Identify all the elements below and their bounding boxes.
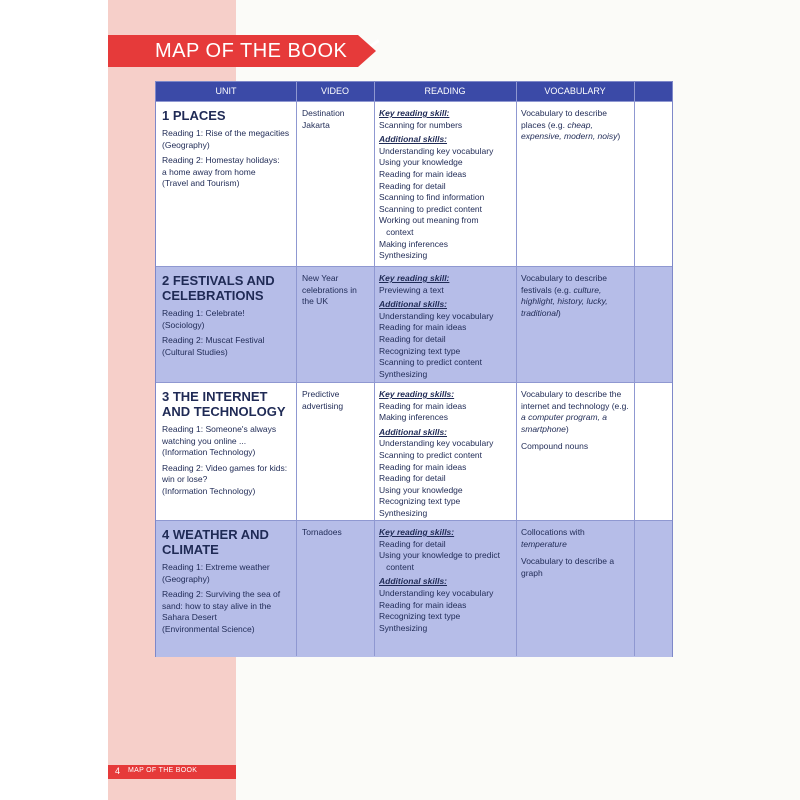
- additional-skill-item: Recognizing text type: [379, 345, 461, 356]
- key-skill-label: Key reading skills:: [379, 527, 455, 537]
- page-gutter: [0, 0, 108, 800]
- unit-cell: [162, 527, 292, 640]
- column-divider: [516, 82, 517, 656]
- key-skill-item: Previewing a text: [379, 284, 444, 295]
- additional-skill-item: Using your knowledge: [379, 484, 463, 495]
- footer-title: MAP OF THE BOOK: [128, 767, 198, 774]
- unit-title: 3 THE INTERNET AND TECHNOLOGY: [162, 389, 286, 419]
- additional-skill-item: Synthesizing: [379, 368, 428, 379]
- unit-reading: Reading 1: Someone's always watching you online ... (Information Technology): [162, 424, 277, 458]
- reading-cell: [379, 527, 514, 634]
- additional-skill-item: Recognizing text type: [379, 611, 461, 622]
- unit-title: 1 PLACES: [162, 108, 226, 123]
- additional-skill-item: Scanning to find information: [379, 192, 485, 203]
- table-header: [156, 82, 672, 101]
- unit-reading: Reading 2: Surviving the sea of sand: how to stay alive in the Sahara Desert (Environmental Science): [162, 589, 281, 634]
- vocabulary-example: cheap, expensive, modern, noisy: [521, 119, 618, 142]
- reading-cell: [379, 389, 514, 520]
- additional-skill-item: Understanding key vocabulary: [379, 310, 494, 321]
- key-skill-item: Scanning for numbers: [379, 119, 463, 130]
- additional-skill-label: Additional skills:: [379, 299, 448, 310]
- vocabulary-entry: [521, 527, 631, 550]
- map-table: [155, 81, 673, 657]
- header-video: VIDEO: [320, 86, 349, 96]
- key-skill-item: Using your knowledge to predict: [379, 550, 500, 561]
- unit-reading: Reading 2: Video games for kids: win or lose? (Information Technology): [162, 462, 288, 496]
- unit-reading: Reading 1: Celebrate! (Sociology): [162, 308, 245, 330]
- additional-skill-item: Reading for main ideas: [379, 168, 467, 179]
- unit-cell: [162, 273, 292, 362]
- unit-reading: Reading 2: Homestay holidays: a home away from home (Travel and Tourism): [162, 155, 280, 189]
- title-ribbon: [108, 35, 358, 67]
- additional-skill-item: Scanning to predict content: [379, 203, 483, 214]
- header-vocabulary: VOCABULARY: [544, 86, 606, 96]
- vocabulary-example: a computer program, a smartphone: [521, 412, 607, 434]
- video-cell: Predictive advertising: [302, 389, 344, 411]
- unit-title: 2 FESTIVALS AND CELEBRATIONS: [162, 273, 275, 303]
- vocabulary-text: Vocabulary to describe the internet and technology (e.g.: [521, 389, 629, 411]
- vocabulary-example: culture, highlight, history, lucky, traditional: [521, 284, 608, 318]
- vocabulary-cell: [521, 273, 631, 325]
- additional-skill-item: Understanding key vocabulary: [379, 587, 494, 598]
- page-number: 4: [115, 766, 121, 776]
- video-cell: New Year celebrations in the UK: [302, 273, 357, 307]
- vocabulary-text: Vocabulary to describe a graph: [521, 556, 615, 578]
- additional-skill-item: Scanning to predict content: [379, 449, 483, 460]
- video-cell: Tornadoes: [302, 527, 342, 537]
- column-divider: [296, 82, 297, 656]
- reading-cell: [379, 273, 514, 380]
- additional-skill-item: Understanding key vocabulary: [379, 145, 494, 156]
- additional-skill-item: Scanning to predict content: [379, 357, 483, 368]
- additional-skill-item: Reading for detail: [379, 333, 446, 344]
- additional-skill-item: Reading for main ideas: [379, 322, 467, 333]
- unit-cell: [162, 389, 292, 502]
- additional-skill-item: Synthesizing: [379, 622, 428, 633]
- table-row: [156, 101, 672, 267]
- additional-skill-item: Recognizing text type: [379, 496, 461, 507]
- header-unit: UNIT: [215, 86, 237, 96]
- key-skill-item: Reading for main ideas: [379, 400, 467, 411]
- additional-skill-item: context: [379, 226, 414, 237]
- vocabulary-entry: [521, 441, 631, 453]
- additional-skill-item: Reading for main ideas: [379, 599, 467, 610]
- page-title: MAP OF THE BOOK: [155, 40, 348, 62]
- vocabulary-example: temperature: [521, 538, 567, 549]
- key-skill-item: Making inferences: [379, 412, 448, 423]
- page-footer: [108, 765, 236, 779]
- vocabulary-text: Vocabulary to describe festivals (e.g.: [521, 273, 607, 295]
- video-cell: Destination Jakarta: [302, 108, 345, 130]
- table-row: [156, 266, 672, 383]
- vocabulary-entry: [521, 556, 631, 579]
- key-skill-item: content: [379, 561, 414, 572]
- additional-skill-label: Additional skills:: [379, 134, 448, 145]
- table-row: [156, 382, 672, 521]
- unit-reading: Reading 1: Extreme weather (Geography): [162, 562, 270, 584]
- vocabulary-cell: [521, 527, 631, 585]
- unit-reading: Reading 1: Rise of the megacities (Geography): [162, 128, 290, 150]
- additional-skill-item: Reading for main ideas: [379, 461, 467, 472]
- additional-skill-label: Additional skills:: [379, 426, 448, 437]
- vocabulary-entry: [521, 389, 631, 435]
- vocabulary-cell: [521, 389, 631, 459]
- additional-skill-item: Using your knowledge: [379, 157, 463, 168]
- unit-title: 4 WEATHER AND CLIMATE: [162, 527, 269, 557]
- vocabulary-text: Collocations with: [521, 527, 585, 537]
- additional-skill-item: Working out meaning from: [379, 215, 479, 226]
- reading-cell: [379, 108, 514, 262]
- vocabulary-entry: [521, 273, 631, 319]
- key-skill-label: Key reading skill:: [379, 273, 450, 283]
- additional-skill-item: Synthesizing: [379, 250, 428, 261]
- header-reading: READING: [424, 86, 466, 96]
- unit-reading: Reading 2: Muscat Festival (Cultural Studies): [162, 335, 265, 357]
- additional-skill-item: Making inferences: [379, 238, 448, 249]
- key-skill-label: Key reading skills:: [379, 389, 455, 399]
- vocabulary-text: Compound nouns: [521, 441, 589, 452]
- key-skill-item: Reading for detail: [379, 538, 446, 549]
- vocabulary-text-end: ): [565, 423, 569, 434]
- vocabulary-cell: [521, 108, 631, 149]
- additional-skill-item: Understanding key vocabulary: [379, 438, 494, 449]
- additional-skill-item: Reading for detail: [379, 180, 446, 191]
- additional-skill-item: Synthesizing: [379, 507, 428, 518]
- key-skill-label: Key reading skill:: [379, 108, 450, 118]
- vocabulary-text-end: ): [617, 131, 621, 142]
- vocabulary-entry: [521, 108, 631, 143]
- vocabulary-text: Vocabulary to describe places (e.g.: [521, 108, 607, 130]
- unit-cell: [162, 108, 292, 194]
- table-row: [156, 520, 672, 657]
- ribbon-stripe-decoration: [366, 39, 379, 49]
- vocabulary-text-end: ): [557, 307, 561, 318]
- column-divider: [374, 82, 375, 656]
- column-divider: [634, 82, 635, 656]
- additional-skill-label: Additional skills:: [379, 576, 448, 587]
- additional-skill-item: Reading for detail: [379, 473, 446, 484]
